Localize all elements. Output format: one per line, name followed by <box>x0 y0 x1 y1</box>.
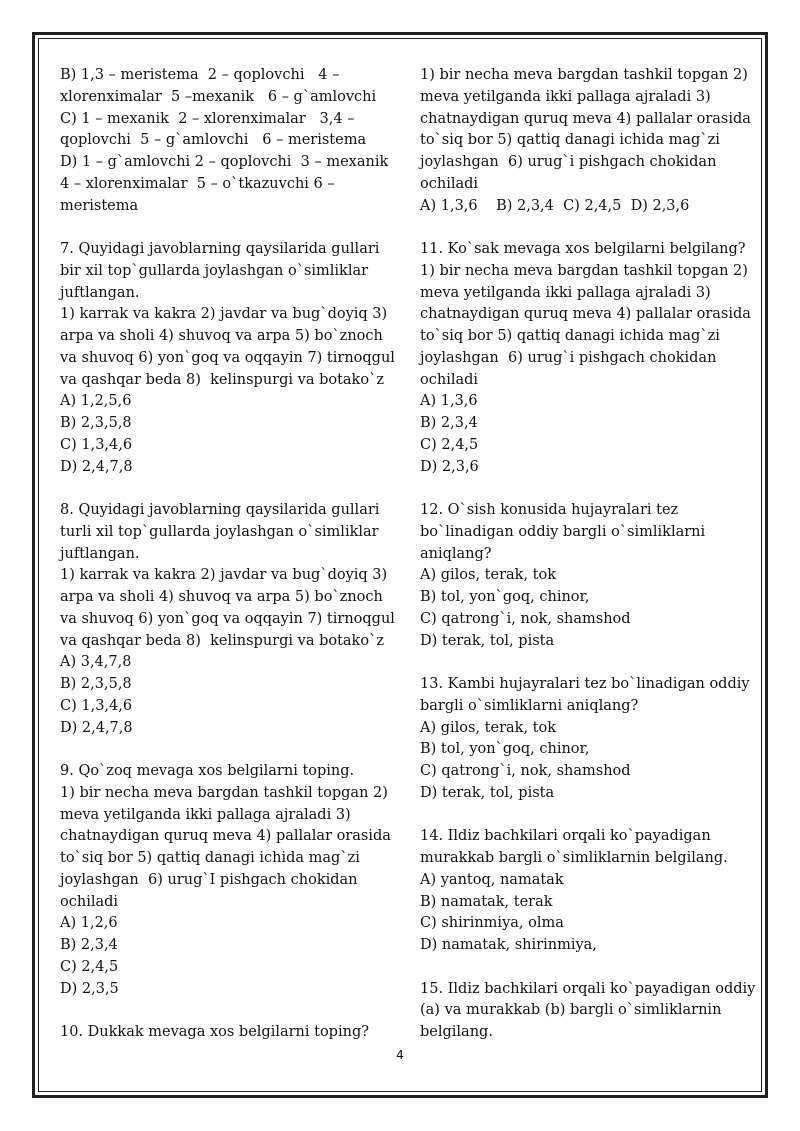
text-line: D) 2,4,7,8 <box>60 458 133 475</box>
text-line: ochiladi <box>420 175 479 192</box>
blank-line <box>60 739 405 761</box>
text-line: A) 3,4,7,8 <box>60 654 132 671</box>
text-line: C) 1,3,4,6 <box>60 697 133 714</box>
text-line: joylashgan 6) urug`i pishgach chokidan <box>420 349 717 366</box>
text-line: D) 2,3,5 <box>60 980 119 997</box>
text-line: xlorenximalar 5 –mexanik 6 – g`amlovchi <box>60 88 377 105</box>
text-line: 7. Quyidagi javoblarning qaysilarida gullari <box>60 241 380 257</box>
text-line: D) 2,4,7,8 <box>60 719 133 736</box>
text-line: meva yetilganda ikki pallaga ajraladi 3) <box>60 806 351 823</box>
text-line: chatnaydigan quruq meva 4) pallalar orasida <box>420 306 751 323</box>
blank-line <box>420 478 740 500</box>
text-line: A) 1,2,5,6 <box>60 393 132 410</box>
text-line: C) 2,4,5 <box>420 436 479 453</box>
text-line: A) gilos, terak, tok <box>420 567 557 584</box>
text-line: va shuvoq 6) yon`goq va oqqayin 7) tirnoqgul <box>60 610 395 627</box>
text-line: B) 1,3 – meristema 2 – qoplovchi 4 – <box>60 67 340 83</box>
text-line: arpa va sholi 4) shuvoq va arpa 5) bo`znoch <box>60 328 383 344</box>
text-line: va qashqar beda 8) kelinspurgi va botako`z <box>60 632 384 649</box>
text-line: ochiladi <box>420 371 479 388</box>
text-line: A) 1,3,6 B) 2,3,4 C) 2,4,5 D) 2,3,6 <box>420 197 690 214</box>
blank-line <box>420 652 740 674</box>
text-line: 14. Ildiz bachkilari orqali ko`payadigan <box>420 828 711 845</box>
text-line: B) tol, yon`goq, chinor, <box>420 741 590 758</box>
text-line: B) tol, yon`goq, chinor, <box>420 589 590 605</box>
text-line: D) terak, tol, pista <box>420 784 555 801</box>
text-line: va shuvoq 6) yon`goq va oqqayin 7) tirnoqgul <box>60 349 395 366</box>
text-line: joylashgan 6) urug`i pishgach chokidan <box>420 154 717 170</box>
text-line: murakkab bargli o`simliklarnin belgilang. <box>420 850 728 866</box>
text-line: to`siq bor 5) qattiq danagi ichida mag`zi <box>60 850 360 866</box>
text-line: 9. Qo`zoq mevaga xos belgilarni toping. <box>60 763 355 779</box>
text-line: (a) va murakkab (b) bargli o`simliklarnin <box>420 1002 722 1019</box>
text-line: joylashgan 6) urug`I pishgach chokidan <box>60 871 358 888</box>
blank-line <box>420 217 740 239</box>
text-line: juftlangan. <box>60 284 140 301</box>
text-line: 13. Kambi hujayralari tez bo`linadigan oddiy <box>420 676 750 692</box>
text-line: 1) karrak va kakra 2) javdar va bug`doyiq 3) <box>60 306 388 323</box>
text-line: to`siq bor 5) qattiq danagi ichida mag`zi <box>420 132 720 149</box>
text-line: A) 1,2,6 <box>60 915 118 932</box>
text-line: 8. Quyidagi javoblarning qaysilarida gullari <box>60 502 380 518</box>
blank-line <box>60 1000 405 1022</box>
text-line: A) gilos, terak, tok <box>420 719 557 736</box>
right-column <box>420 65 756 1044</box>
blank-line <box>420 805 740 827</box>
text-line: aniqlang? <box>420 545 492 562</box>
text-line: va qashqar beda 8) kelinspurgi va botako`z <box>60 371 384 388</box>
text-line: bargli o`simliklarni aniqlang? <box>420 697 639 714</box>
text-line: 1) bir necha meva bargdan tashkil topgan 2) <box>420 67 748 83</box>
text-line: to`siq bor 5) qattiq danagi ichida mag`zi <box>420 328 720 344</box>
text-line: 10. Dukkak mevaga xos belgilarni toping? <box>60 1024 369 1040</box>
text-line: D) terak, tol, pista <box>420 632 555 649</box>
text-line: 1) bir necha meva bargdan tashkil topgan 2) <box>60 784 388 801</box>
text-line: bir xil top`gullarda joylashgan o`simliklar <box>60 262 369 279</box>
text-line: B) 2,3,4 <box>420 415 478 431</box>
text-line: arpa va sholi 4) shuvoq va arpa 5) bo`znoch <box>60 589 383 605</box>
text-line: A) yantoq, namatak <box>420 871 564 888</box>
text-line: B) namatak, terak <box>420 893 553 910</box>
text-line: 12. O`sish konusida hujayralari tez <box>420 502 679 518</box>
text-line: D) 2,3,6 <box>420 458 479 475</box>
text-line: 1) bir necha meva bargdan tashkil topgan 2) <box>420 262 748 279</box>
text-line: A) 1,3,6 <box>420 393 478 410</box>
text-line: qoplovchi 5 – g`amlovchi 6 – meristema <box>60 132 367 149</box>
text-line: C) 1 – mexanik 2 – xlorenximalar 3,4 – <box>60 110 355 127</box>
text-line: chatnaydigan quruq meva 4) pallalar orasida <box>420 110 751 127</box>
text-line: C) qatrong`i, nok, shamshod <box>420 610 631 627</box>
blank-line <box>60 478 405 500</box>
text-line: meva yetilganda ikki pallaga ajraladi 3) <box>420 284 711 301</box>
left-column <box>60 65 405 1044</box>
text-line: 1) karrak va kakra 2) javdar va bug`doyiq 3) <box>60 567 388 584</box>
text-line: D) namatak, shirinmiya, <box>420 937 597 953</box>
page-number: 4 <box>396 1048 404 1062</box>
text-line: chatnaydigan quruq meva 4) pallalar orasida <box>60 828 391 845</box>
text-line: B) 2,3,5,8 <box>60 676 132 692</box>
text-line: ochiladi <box>60 893 119 910</box>
text-line: C) 2,4,5 <box>60 958 119 975</box>
text-line: meva yetilganda ikki pallaga ajraladi 3) <box>420 88 711 105</box>
blank-line <box>420 957 740 979</box>
text-line: C) qatrong`i, nok, shamshod <box>420 763 631 779</box>
text-line: bo`linadigan oddiy bargli o`simliklarni <box>420 523 706 540</box>
text-line: meristema <box>60 197 139 214</box>
text-line: C) 1,3,4,6 <box>60 436 133 453</box>
text-line: D) 1 – g`amlovchi 2 – qoplovchi 3 – mexanik <box>60 154 389 170</box>
text-line: B) 2,3,5,8 <box>60 415 132 431</box>
text-line: 15. Ildiz bachkilari orqali ko`payadigan oddiy <box>420 980 756 997</box>
text-line: juftlangan. <box>60 545 140 562</box>
text-line: B) 2,3,4 <box>60 937 118 953</box>
text-line: turli xil top`gullarda joylashgan o`simliklar <box>60 523 379 540</box>
text-line: 4 – xlorenximalar 5 – o`tkazuvchi 6 – <box>60 175 335 192</box>
text-line: belgilang. <box>420 1024 493 1040</box>
text-line: 11. Ko`sak mevaga xos belgilarni belgilang? <box>420 241 746 257</box>
blank-line <box>60 217 405 239</box>
text-line: C) shirinmiya, olma <box>420 915 564 932</box>
